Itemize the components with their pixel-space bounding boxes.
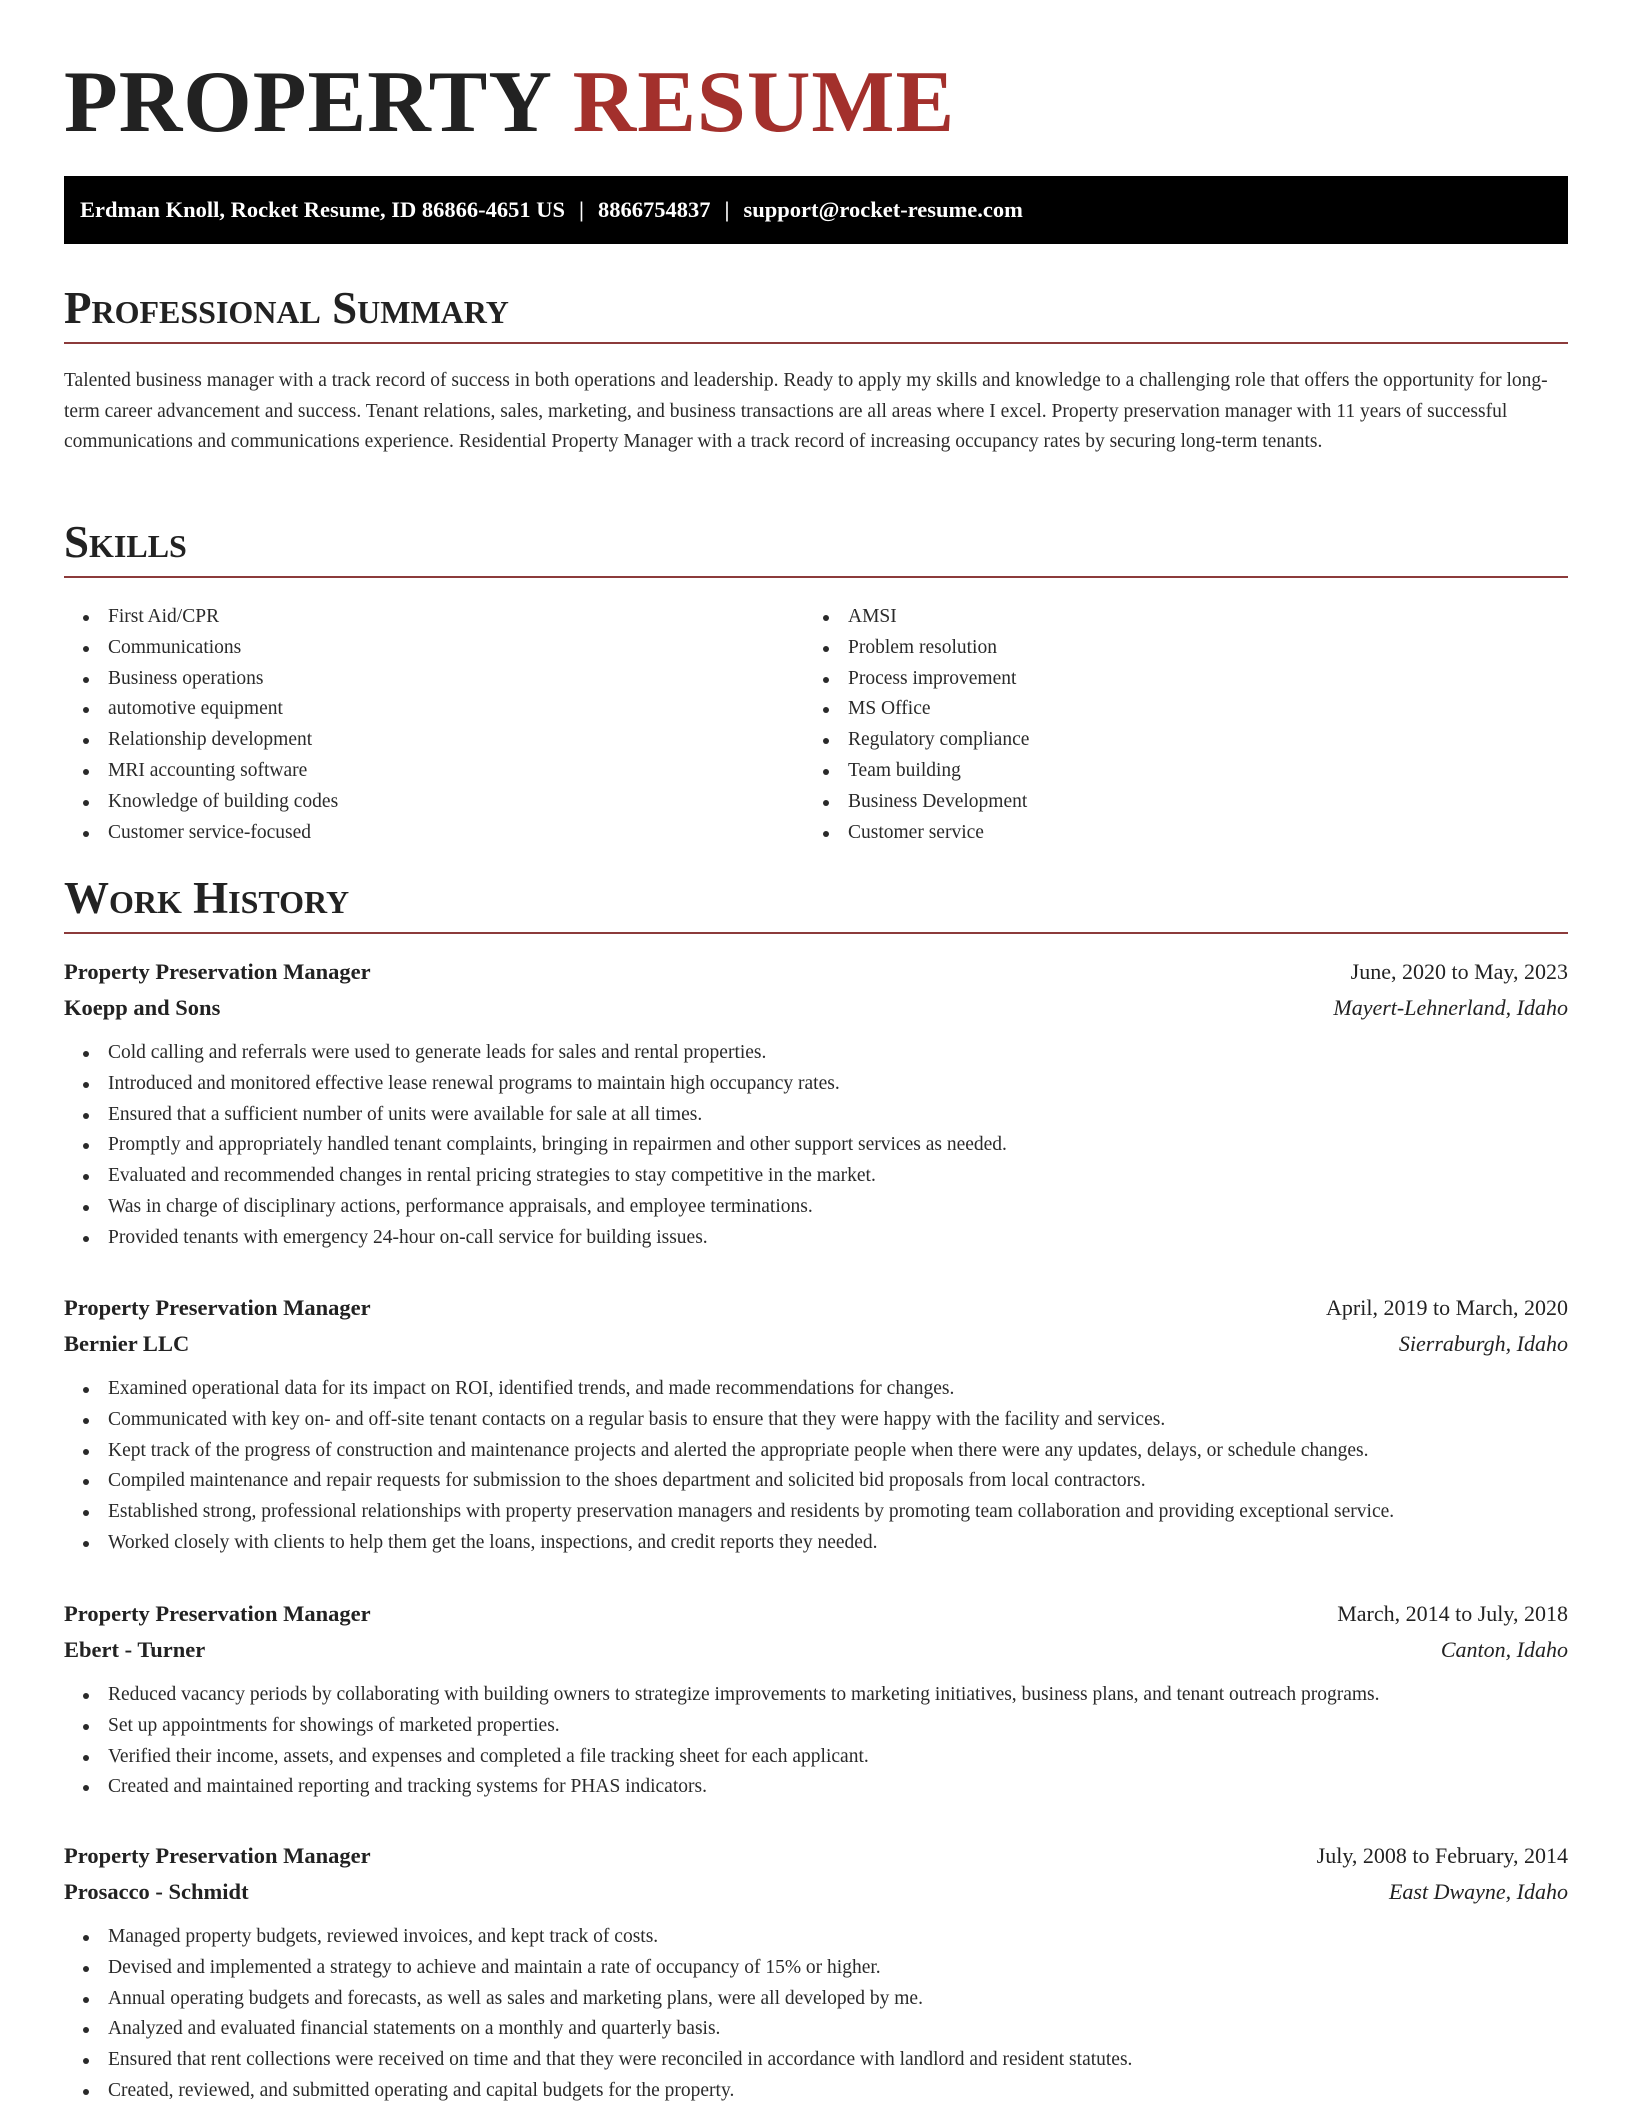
skill-item: MRI accounting software: [108, 756, 804, 787]
skill-item: Relationship development: [108, 725, 804, 756]
job-duty-item: Created and maintained reporting and tracking systems for PHAS indicators.: [108, 1772, 1568, 1803]
job-duties-list: [64, 1038, 1568, 1254]
skill-item: Regulatory compliance: [848, 725, 1544, 756]
job-location: Canton, Idaho: [1440, 1637, 1568, 1662]
job-header-row: [64, 1596, 1568, 1632]
job-company-row: [64, 1632, 1568, 1668]
job-duty-item: Compiled maintenance and repair requests for submission to the shoes department and solicited bid proposals from local contractors.: [108, 1466, 1568, 1497]
contact-address: Erdman Knoll, Rocket Resume, ID 86866-4651 US: [80, 197, 566, 222]
job-duties-list: [64, 1680, 1568, 1803]
skill-item: Customer service: [848, 818, 1544, 849]
job-company-row: [64, 1874, 1568, 1910]
job-duty-item: Was in charge of disciplinary actions, performance appraisals, and employee terminations.: [108, 1192, 1568, 1223]
skill-item: Team building: [848, 756, 1544, 787]
resume-name: [64, 48, 955, 158]
job-company: Koepp and Sons: [64, 995, 221, 1020]
job-duty-item: Provided tenants with emergency 24-hour on-call service for building issues.: [108, 1223, 1568, 1254]
job-duty-item: Analyzed and evaluated financial statements on a monthly and quarterly basis.: [108, 2014, 1568, 2045]
job-duty-item: Evaluated and recommended changes in rental pricing strategies to stay competitive in the market.: [108, 1161, 1568, 1192]
job-header-row: [64, 1838, 1568, 1874]
summary-text: Talented business manager with a track record of success in both operations and leadership. Ready to apply my skills and knowledge to a challenging role that offers the opportunity for long-term career advancement and success. Tenant relations, sales, marketing, and business transactions are all areas where I excel. Property preservation manager with 11 years of successful communications and communications experience. Residential Property Manager with a track record of increasing occupancy rates by securing long-term tenants.: [64, 370, 1548, 452]
contact-bar: [64, 176, 1568, 244]
skills-list-left: [64, 602, 804, 848]
job-entry: [64, 1596, 1568, 1803]
job-duty-item: Communicated with key on- and off-site tenant contacts on a regular basis to ensure that they were happy with the facility and services.: [108, 1405, 1568, 1436]
job-duty-item: Created, reviewed, and submitted operating and capital budgets for the property.: [108, 2076, 1568, 2107]
job-duties-list: [64, 1374, 1568, 1559]
job-company-row: [64, 990, 1568, 1026]
job-duty-item: Cold calling and referrals were used to generate leads for sales and rental properties.: [108, 1038, 1568, 1069]
skill-item: Process improvement: [848, 664, 1544, 695]
job-title: Property Preservation Manager: [64, 1601, 371, 1626]
work-history-heading: Work History: [64, 870, 1568, 934]
job-duty-item: Verified their income, assets, and expenses and completed a file tracking sheet for each applicant.: [108, 1742, 1568, 1773]
job-duties-list: [64, 1922, 1568, 2107]
job-duty-item: Ensured that rent collections were received on time and that they were reconciled in accordance with landlord and resident statutes.: [108, 2045, 1568, 2076]
job-duty-item: Reduced vacancy periods by collaborating with building owners to strategize improvements to marketing initiatives, business plans, and tenant outreach programs.: [108, 1680, 1568, 1711]
skill-item: Customer service-focused: [108, 818, 804, 849]
job-duty-item: Examined operational data for its impact on ROI, identified trends, and made recommendations for changes.: [108, 1374, 1568, 1405]
summary-heading: Professional Summary: [64, 280, 1568, 344]
job-entry: [64, 954, 1568, 1254]
job-duty-item: Managed property budgets, reviewed invoices, and kept track of costs.: [108, 1922, 1568, 1953]
skill-item: First Aid/CPR: [108, 602, 804, 633]
job-entry: [64, 1290, 1568, 1559]
name-first: PROPERTY: [64, 54, 550, 151]
skill-item: Communications: [108, 633, 804, 664]
job-dates: March, 2014 to July, 2018: [1337, 1601, 1568, 1626]
skills-column-left: [64, 602, 804, 848]
job-duty-item: Established strong, professional relationships with property preservation managers and residents by promoting team collaboration and providing exceptional service.: [108, 1497, 1568, 1528]
job-duty-item: Kept track of the progress of construction and maintenance projects and alerted the appropriate people when there were any updates, delays, or schedule changes.: [108, 1436, 1568, 1467]
job-title: Property Preservation Manager: [64, 959, 371, 984]
contact-separator: |: [579, 197, 584, 222]
skill-item: AMSI: [848, 602, 1544, 633]
job-company: Prosacco - Schmidt: [64, 1879, 249, 1904]
job-dates: July, 2008 to February, 2014: [1316, 1843, 1568, 1868]
job-duty-item: Worked closely with clients to help them get the loans, inspections, and credit reports they needed.: [108, 1528, 1568, 1559]
contact-phone: 8866754837: [597, 197, 711, 222]
job-dates: June, 2020 to May, 2023: [1350, 959, 1568, 984]
skill-item: Problem resolution: [848, 633, 1544, 664]
job-location: East Dwayne, Idaho: [1388, 1879, 1568, 1904]
contact-email: support@rocket-resume.com: [743, 197, 1023, 222]
job-duty-item: Ensured that a sufficient number of units were available for sale at all times.: [108, 1100, 1568, 1131]
job-title: Property Preservation Manager: [64, 1843, 371, 1868]
skill-item: Business Development: [848, 787, 1544, 818]
job-company: Bernier LLC: [64, 1331, 190, 1356]
skills-column-right: [804, 602, 1544, 848]
job-location: Mayert-Lehnerland, Idaho: [1333, 995, 1568, 1020]
job-company-row: [64, 1326, 1568, 1362]
job-duty-item: Devised and implemented a strategy to achieve and maintain a rate of occupancy of 15% or higher.: [108, 1953, 1568, 1984]
job-header-row: [64, 1290, 1568, 1326]
job-duty-item: Introduced and monitored effective lease renewal programs to maintain high occupancy rates.: [108, 1069, 1568, 1100]
job-duty-item: Promptly and appropriately handled tenant complaints, bringing in repairmen and other support services as needed.: [108, 1130, 1568, 1161]
job-header-row: [64, 954, 1568, 990]
job-title: Property Preservation Manager: [64, 1295, 371, 1320]
job-dates: April, 2019 to March, 2020: [1326, 1295, 1568, 1320]
skill-item: Knowledge of building codes: [108, 787, 804, 818]
skill-item: MS Office: [848, 694, 1544, 725]
name-last: RESUME: [572, 54, 956, 151]
job-duty-item: Set up appointments for showings of marketed properties.: [108, 1711, 1568, 1742]
job-company: Ebert - Turner: [64, 1637, 206, 1662]
skills-list-right: [804, 602, 1544, 848]
contact-separator: |: [724, 197, 730, 222]
skill-item: automotive equipment: [108, 694, 804, 725]
skills-heading: Skills: [64, 514, 1568, 578]
job-location: Sierraburgh, Idaho: [1398, 1331, 1568, 1356]
skill-item: Business operations: [108, 664, 804, 695]
job-entry: [64, 1838, 1568, 2107]
job-duty-item: Annual operating budgets and forecasts, as well as sales and marketing plans, were all developed by me.: [108, 1984, 1568, 2015]
